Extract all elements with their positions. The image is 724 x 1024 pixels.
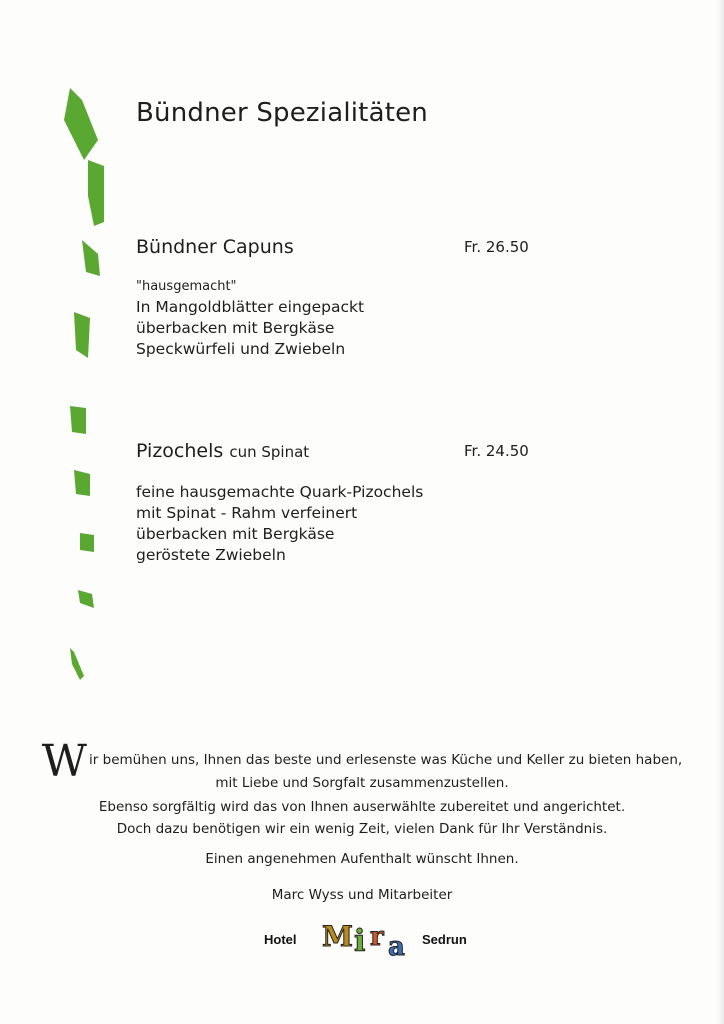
logo-letter-m: M: [322, 920, 353, 953]
description-line: Speckwürfeli und Zwiebeln: [136, 340, 346, 358]
logo-brand-mark: [320, 918, 416, 966]
closing-line-2: mit Liebe und Sorgfalt zusammenzustellen.: [215, 775, 509, 791]
leaf-1: [64, 88, 98, 160]
description-line: feine hausgemachte Quark-Pizochels: [136, 483, 424, 501]
drop-cap: W: [41, 736, 88, 787]
closing-wish: Einen angenehmen Aufenthalt wünscht Ihnen.: [205, 851, 519, 867]
logo-word-sedrun: Sedrun: [422, 932, 467, 947]
leaf-5: [70, 406, 86, 434]
leaf-4: [74, 312, 90, 358]
dish-name: Pizochels: [136, 440, 224, 462]
closing-line-4: Doch dazu benötigen wir ein wenig Zeit, vielen Dank für Ihr Verständnis.: [116, 821, 608, 837]
page-edge: [716, 0, 724, 1024]
dish-capuns: [136, 236, 556, 360]
leaf-2: [88, 160, 104, 226]
description-line: geröstete Zwiebeln: [136, 546, 286, 564]
leaf-decoration: [0, 0, 110, 700]
leaf-8: [78, 590, 94, 608]
dish-description: [136, 482, 556, 566]
closing-paragraph-2: [0, 796, 724, 840]
leaf-3: [82, 240, 100, 276]
dish-name: Bündner Capuns: [136, 236, 294, 258]
closing-line-3: Ebenso sorgfältig wird das von Ihnen auserwählte zubereitet und angerichtet.: [98, 799, 626, 815]
description-line: überbacken mit Bergkäse: [136, 319, 335, 337]
description-line: mit Spinat - Rahm verfeinert: [136, 504, 358, 522]
dish-name-suffix: cun Spinat: [229, 443, 310, 461]
hotel-logo: [262, 918, 482, 966]
dish-price: Fr. 26.50: [464, 238, 529, 256]
logo-letter-a: a: [388, 932, 405, 962]
logo-word-hotel: Hotel: [264, 932, 297, 947]
description-line: In Mangoldblätter eingepackt: [136, 298, 365, 316]
leaf-9: [70, 648, 84, 680]
dish-note: "hausgemacht": [136, 279, 237, 294]
leaf-7: [80, 533, 94, 552]
closing-text: [0, 728, 724, 794]
description-line: überbacken mit Bergkäse: [136, 525, 335, 543]
dish-description: [136, 276, 556, 360]
leaf-6: [74, 470, 90, 496]
page-title: Bündner Spezialitäten: [136, 98, 428, 128]
closing-line-1-text: ir bemühen uns, Ihnen das beste und erlesenste was Küche und Keller zu bieten haben,: [89, 752, 683, 768]
dish-price: Fr. 24.50: [464, 442, 529, 460]
signature: Marc Wyss und Mitarbeiter: [271, 887, 453, 903]
dish-pizochels: [136, 440, 556, 566]
logo-letter-i: i: [354, 924, 366, 959]
logo-letter-r: r: [370, 922, 384, 952]
